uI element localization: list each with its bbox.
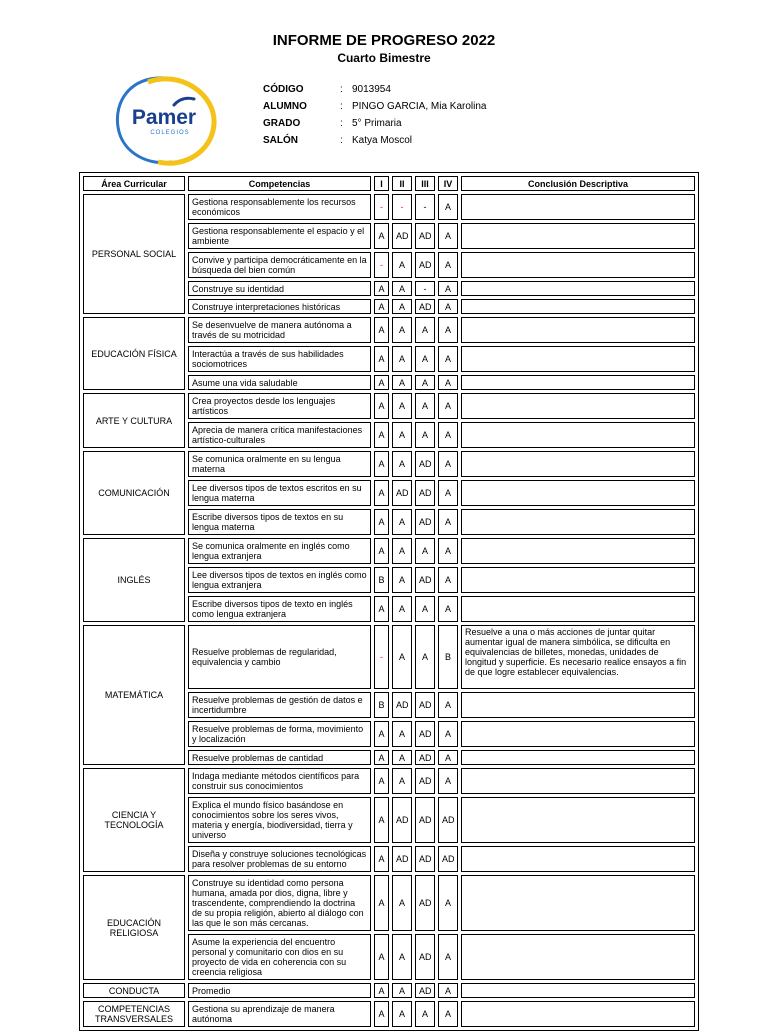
- grade-cell: A: [438, 983, 458, 998]
- grade-cell: AD: [415, 509, 435, 535]
- table-row: [83, 625, 695, 689]
- grade-cell: AD: [438, 797, 458, 843]
- grade-cell: A: [392, 875, 412, 931]
- column-header: Competencias: [188, 176, 371, 191]
- competency: Indaga mediante métodos científicos para construir sus conocimientos: [188, 768, 371, 794]
- column-header: II: [392, 176, 412, 191]
- grade-cell: A: [374, 934, 389, 980]
- conclusion-cell: [461, 875, 695, 931]
- conclusion-cell: [461, 1001, 695, 1027]
- grade-cell: A: [438, 223, 458, 249]
- grade-cell: A: [392, 934, 412, 980]
- competency: Promedio: [188, 983, 371, 998]
- conclusion-cell: [461, 846, 695, 872]
- student-field: [263, 81, 486, 98]
- progress-table: [79, 172, 699, 1031]
- area-name: COMPETENCIAS TRANSVERSALES: [83, 1001, 185, 1027]
- competency: Construye su identidad: [188, 281, 371, 296]
- table-header-row: [83, 176, 695, 191]
- conclusion-cell: [461, 281, 695, 296]
- grade-cell: A: [392, 375, 412, 390]
- grade-cell: A: [415, 317, 435, 343]
- grade-cell: A: [438, 596, 458, 622]
- competency: Convive y participa democráticamente en la búsqueda del bien común: [188, 252, 371, 278]
- grade-cell: A: [374, 299, 389, 314]
- field-label: CÓDIGO: [263, 84, 304, 95]
- grade-cell: A: [438, 451, 458, 477]
- competency: Crea proyectos desde los lenguajes artísticos: [188, 393, 371, 419]
- grade-cell: A: [392, 252, 412, 278]
- conclusion-cell: [461, 375, 695, 390]
- field-value: PINGO GARCIA, Mia Karolina: [352, 101, 487, 112]
- conclusion-cell: [461, 768, 695, 794]
- student-info: [263, 81, 486, 149]
- grade-cell: AD: [415, 768, 435, 794]
- competency: Gestiona su aprendizaje de manera autónoma: [188, 1001, 371, 1027]
- grade-cell: A: [392, 422, 412, 448]
- column-header: Área Curricular: [83, 176, 185, 191]
- table-row: [83, 875, 695, 931]
- grade-cell: A: [392, 1001, 412, 1027]
- competency: Interactúa a través de sus habilidades sociomotrices: [188, 346, 371, 372]
- competency: Escribe diversos tipos de texto en inglés como lengua extranjera: [188, 596, 371, 622]
- conclusion-cell: [461, 194, 695, 220]
- competency: Diseña y construye soluciones tecnológicas para resolver problemas de su entorno: [188, 846, 371, 872]
- grade-cell: AD: [415, 721, 435, 747]
- grade-cell: A: [374, 317, 389, 343]
- competency: Resuelve problemas de regularidad, equivalencia y cambio: [188, 625, 371, 689]
- grade-cell: -: [374, 625, 389, 689]
- grade-cell: AD: [392, 846, 412, 872]
- grade-cell: A: [415, 422, 435, 448]
- grade-cell: A: [374, 346, 389, 372]
- grade-cell: A: [374, 983, 389, 998]
- grade-cell: -: [415, 281, 435, 296]
- conclusion-cell: [461, 480, 695, 506]
- conclusion-cell: [461, 721, 695, 747]
- competency: Se desenvuelve de manera autónoma a través de su motricidad: [188, 317, 371, 343]
- grade-cell: AD: [415, 451, 435, 477]
- grade-cell: AD: [392, 480, 412, 506]
- grade-cell: A: [374, 223, 389, 249]
- grade-cell: A: [374, 1001, 389, 1027]
- grade-cell: AD: [415, 983, 435, 998]
- grade-cell: A: [438, 538, 458, 564]
- conclusion-cell: [461, 422, 695, 448]
- grade-cell: A: [374, 797, 389, 843]
- grade-cell: A: [392, 509, 412, 535]
- competency: Resuelve problemas de gestión de datos e incertidumbre: [188, 692, 371, 718]
- grade-cell: A: [415, 375, 435, 390]
- grade-cell: A: [374, 768, 389, 794]
- area-name: PERSONAL SOCIAL: [83, 194, 185, 314]
- grade-cell: A: [374, 480, 389, 506]
- grade-cell: A: [392, 768, 412, 794]
- grade-cell: A: [438, 692, 458, 718]
- grade-cell: A: [438, 375, 458, 390]
- area-name: CONDUCTA: [83, 983, 185, 998]
- grade-cell: -: [392, 194, 412, 220]
- table-row: [83, 768, 695, 794]
- grade-cell: A: [392, 299, 412, 314]
- grade-cell: A: [415, 346, 435, 372]
- grade-cell: A: [415, 596, 435, 622]
- conclusion-cell: [461, 934, 695, 980]
- grade-cell: A: [374, 281, 389, 296]
- grade-cell: A: [374, 451, 389, 477]
- grade-cell: -: [374, 252, 389, 278]
- logo-brand: Pamer: [131, 106, 197, 129]
- conclusion-cell: [461, 299, 695, 314]
- conclusion-cell: [461, 252, 695, 278]
- grade-cell: A: [438, 480, 458, 506]
- table-row: [83, 393, 695, 419]
- conclusion-cell: [461, 983, 695, 998]
- grade-cell: AD: [415, 567, 435, 593]
- conclusion-cell: [461, 223, 695, 249]
- grade-cell: B: [374, 692, 389, 718]
- conclusion-cell: [461, 393, 695, 419]
- column-header: I: [374, 176, 389, 191]
- field-label: ALUMNO: [263, 101, 307, 112]
- grade-cell: A: [374, 509, 389, 535]
- competency: Se comunica oralmente en su lengua materna: [188, 451, 371, 477]
- student-field: [263, 132, 486, 149]
- grade-cell: A: [415, 1001, 435, 1027]
- grade-cell: A: [438, 768, 458, 794]
- grade-cell: A: [392, 393, 412, 419]
- grade-cell: AD: [415, 846, 435, 872]
- grade-cell: A: [392, 281, 412, 296]
- grade-cell: A: [415, 393, 435, 419]
- grade-cell: AD: [415, 252, 435, 278]
- conclusion-cell: [461, 346, 695, 372]
- competency: Resuelve problemas de cantidad: [188, 750, 371, 765]
- grade-cell: AD: [415, 692, 435, 718]
- report-title: INFORME DE PROGRESO 2022: [272, 32, 496, 49]
- column-header: III: [415, 176, 435, 191]
- competency: Lee diversos tipos de textos en inglés como lengua extranjera: [188, 567, 371, 593]
- grade-cell: A: [374, 875, 389, 931]
- grade-cell: A: [392, 721, 412, 747]
- competency: Explica el mundo físico basándose en conocimientos sobre los seres vivos, materia y energía, biodiversidad, tierra y universo: [188, 797, 371, 843]
- conclusion-cell: [461, 797, 695, 843]
- grade-cell: AD: [415, 223, 435, 249]
- student-field: [263, 115, 486, 132]
- conclusion-cell: [461, 317, 695, 343]
- grade-cell: A: [438, 721, 458, 747]
- table-row: [83, 194, 695, 220]
- grade-cell: A: [438, 509, 458, 535]
- logo-tagline: COLEGIOS: [150, 130, 190, 136]
- grade-cell: A: [438, 567, 458, 593]
- grade-cell: A: [438, 393, 458, 419]
- grade-cell: A: [438, 281, 458, 296]
- grade-cell: A: [392, 346, 412, 372]
- grade-cell: A: [374, 538, 389, 564]
- grade-cell: AD: [415, 797, 435, 843]
- table-row: [83, 317, 695, 343]
- area-name: INGLÉS: [83, 538, 185, 622]
- grade-cell: A: [392, 451, 412, 477]
- grade-cell: A: [374, 422, 389, 448]
- report-subtitle: Cuarto Bimestre: [337, 51, 431, 65]
- grade-cell: A: [415, 625, 435, 689]
- student-field: [263, 98, 486, 115]
- grade-cell: A: [438, 422, 458, 448]
- grade-cell: A: [438, 194, 458, 220]
- grade-cell: AD: [415, 750, 435, 765]
- grade-cell: AD: [415, 299, 435, 314]
- field-colon: :: [340, 101, 343, 112]
- grade-cell: A: [438, 346, 458, 372]
- grade-cell: A: [438, 299, 458, 314]
- grade-cell: A: [374, 596, 389, 622]
- grade-cell: A: [438, 934, 458, 980]
- conclusion-cell: [461, 538, 695, 564]
- table-row: [83, 1001, 695, 1027]
- grade-cell: AD: [415, 875, 435, 931]
- grade-cell: A: [438, 317, 458, 343]
- grade-cell: A: [392, 538, 412, 564]
- grade-cell: AD: [415, 480, 435, 506]
- table-row: [83, 983, 695, 998]
- column-header: IV: [438, 176, 458, 191]
- grade-cell: A: [374, 721, 389, 747]
- conclusion-cell: [461, 567, 695, 593]
- grade-cell: -: [415, 194, 435, 220]
- conclusion-cell: [461, 509, 695, 535]
- competency: Resuelve problemas de forma, movimiento y localización: [188, 721, 371, 747]
- grade-cell: A: [438, 1001, 458, 1027]
- field-colon: :: [340, 135, 343, 146]
- grade-cell: AD: [415, 934, 435, 980]
- table-row: [83, 538, 695, 564]
- area-name: CIENCIA Y TECNOLOGÍA: [83, 768, 185, 872]
- field-value: 5° Primaria: [352, 118, 402, 129]
- conclusion-cell: Resuelve a una o más acciones de juntar quitar aumentar igual de manera simbólica, se dificulta en equivalencias de billetes, monedas, unidades de longitud y superficie. Es necesario realice ensayos a fin de que logre establecer equivalencias.: [461, 625, 695, 689]
- grade-cell: A: [374, 393, 389, 419]
- conclusion-cell: [461, 596, 695, 622]
- field-label: GRADO: [263, 118, 301, 129]
- grade-cell: A: [438, 750, 458, 765]
- conclusion-cell: [461, 692, 695, 718]
- column-header: Conclusión Descriptiva: [461, 176, 695, 191]
- competency: Gestiona responsablemente el espacio y el ambiente: [188, 223, 371, 249]
- field-colon: :: [340, 84, 343, 95]
- grade-cell: A: [392, 567, 412, 593]
- area-name: ARTE Y CULTURA: [83, 393, 185, 448]
- competency: Gestiona responsablemente los recursos económicos: [188, 194, 371, 220]
- field-value: Katya Moscol: [352, 135, 413, 146]
- grade-cell: A: [392, 596, 412, 622]
- grade-cell: AD: [392, 797, 412, 843]
- grade-cell: A: [438, 875, 458, 931]
- grade-cell: A: [438, 252, 458, 278]
- grade-cell: -: [374, 194, 389, 220]
- field-label: SALÓN: [263, 135, 298, 146]
- table-row: [83, 451, 695, 477]
- competency: Se comunica oralmente en inglés como lengua extranjera: [188, 538, 371, 564]
- competency: Lee diversos tipos de textos escritos en su lengua materna: [188, 480, 371, 506]
- grade-cell: B: [374, 567, 389, 593]
- competency: Escribe diversos tipos de textos en su lengua materna: [188, 509, 371, 535]
- conclusion-cell: [461, 451, 695, 477]
- grade-cell: A: [392, 983, 412, 998]
- grade-cell: A: [374, 846, 389, 872]
- grade-cell: AD: [392, 692, 412, 718]
- field-colon: :: [340, 118, 343, 129]
- competency: Construye su identidad como persona humana, amada por dios, digna, libre y trascendente, comprendiendo la doctrina de su propia religión, abierto al diálogo con las que le son más cercanas.: [188, 875, 371, 931]
- grade-cell: A: [374, 375, 389, 390]
- area-name: COMUNICACIÓN: [83, 451, 185, 535]
- grade-cell: A: [374, 750, 389, 765]
- area-name: EDUCACIÓN RELIGIOSA: [83, 875, 185, 980]
- area-name: MATEMÁTICA: [83, 625, 185, 765]
- grade-cell: AD: [438, 846, 458, 872]
- field-value: 9013954: [352, 84, 391, 95]
- competency: Aprecia de manera crítica manifestaciones artístico-culturales: [188, 422, 371, 448]
- grade-cell: A: [392, 317, 412, 343]
- grade-cell: A: [415, 538, 435, 564]
- competency: Asume una vida saludable: [188, 375, 371, 390]
- grade-cell: A: [392, 625, 412, 689]
- area-name: EDUCACIÓN FÍSICA: [83, 317, 185, 390]
- competency: Construye interpretaciones históricas: [188, 299, 371, 314]
- grade-cell: A: [392, 750, 412, 765]
- pamer-logo: [110, 72, 220, 168]
- grade-cell: AD: [392, 223, 412, 249]
- grade-cell: B: [438, 625, 458, 689]
- competency: Asume la experiencia del encuentro personal y comunitario con dios en su proyecto de vida en coherencia con su creencia religiosa: [188, 934, 371, 980]
- conclusion-cell: [461, 750, 695, 765]
